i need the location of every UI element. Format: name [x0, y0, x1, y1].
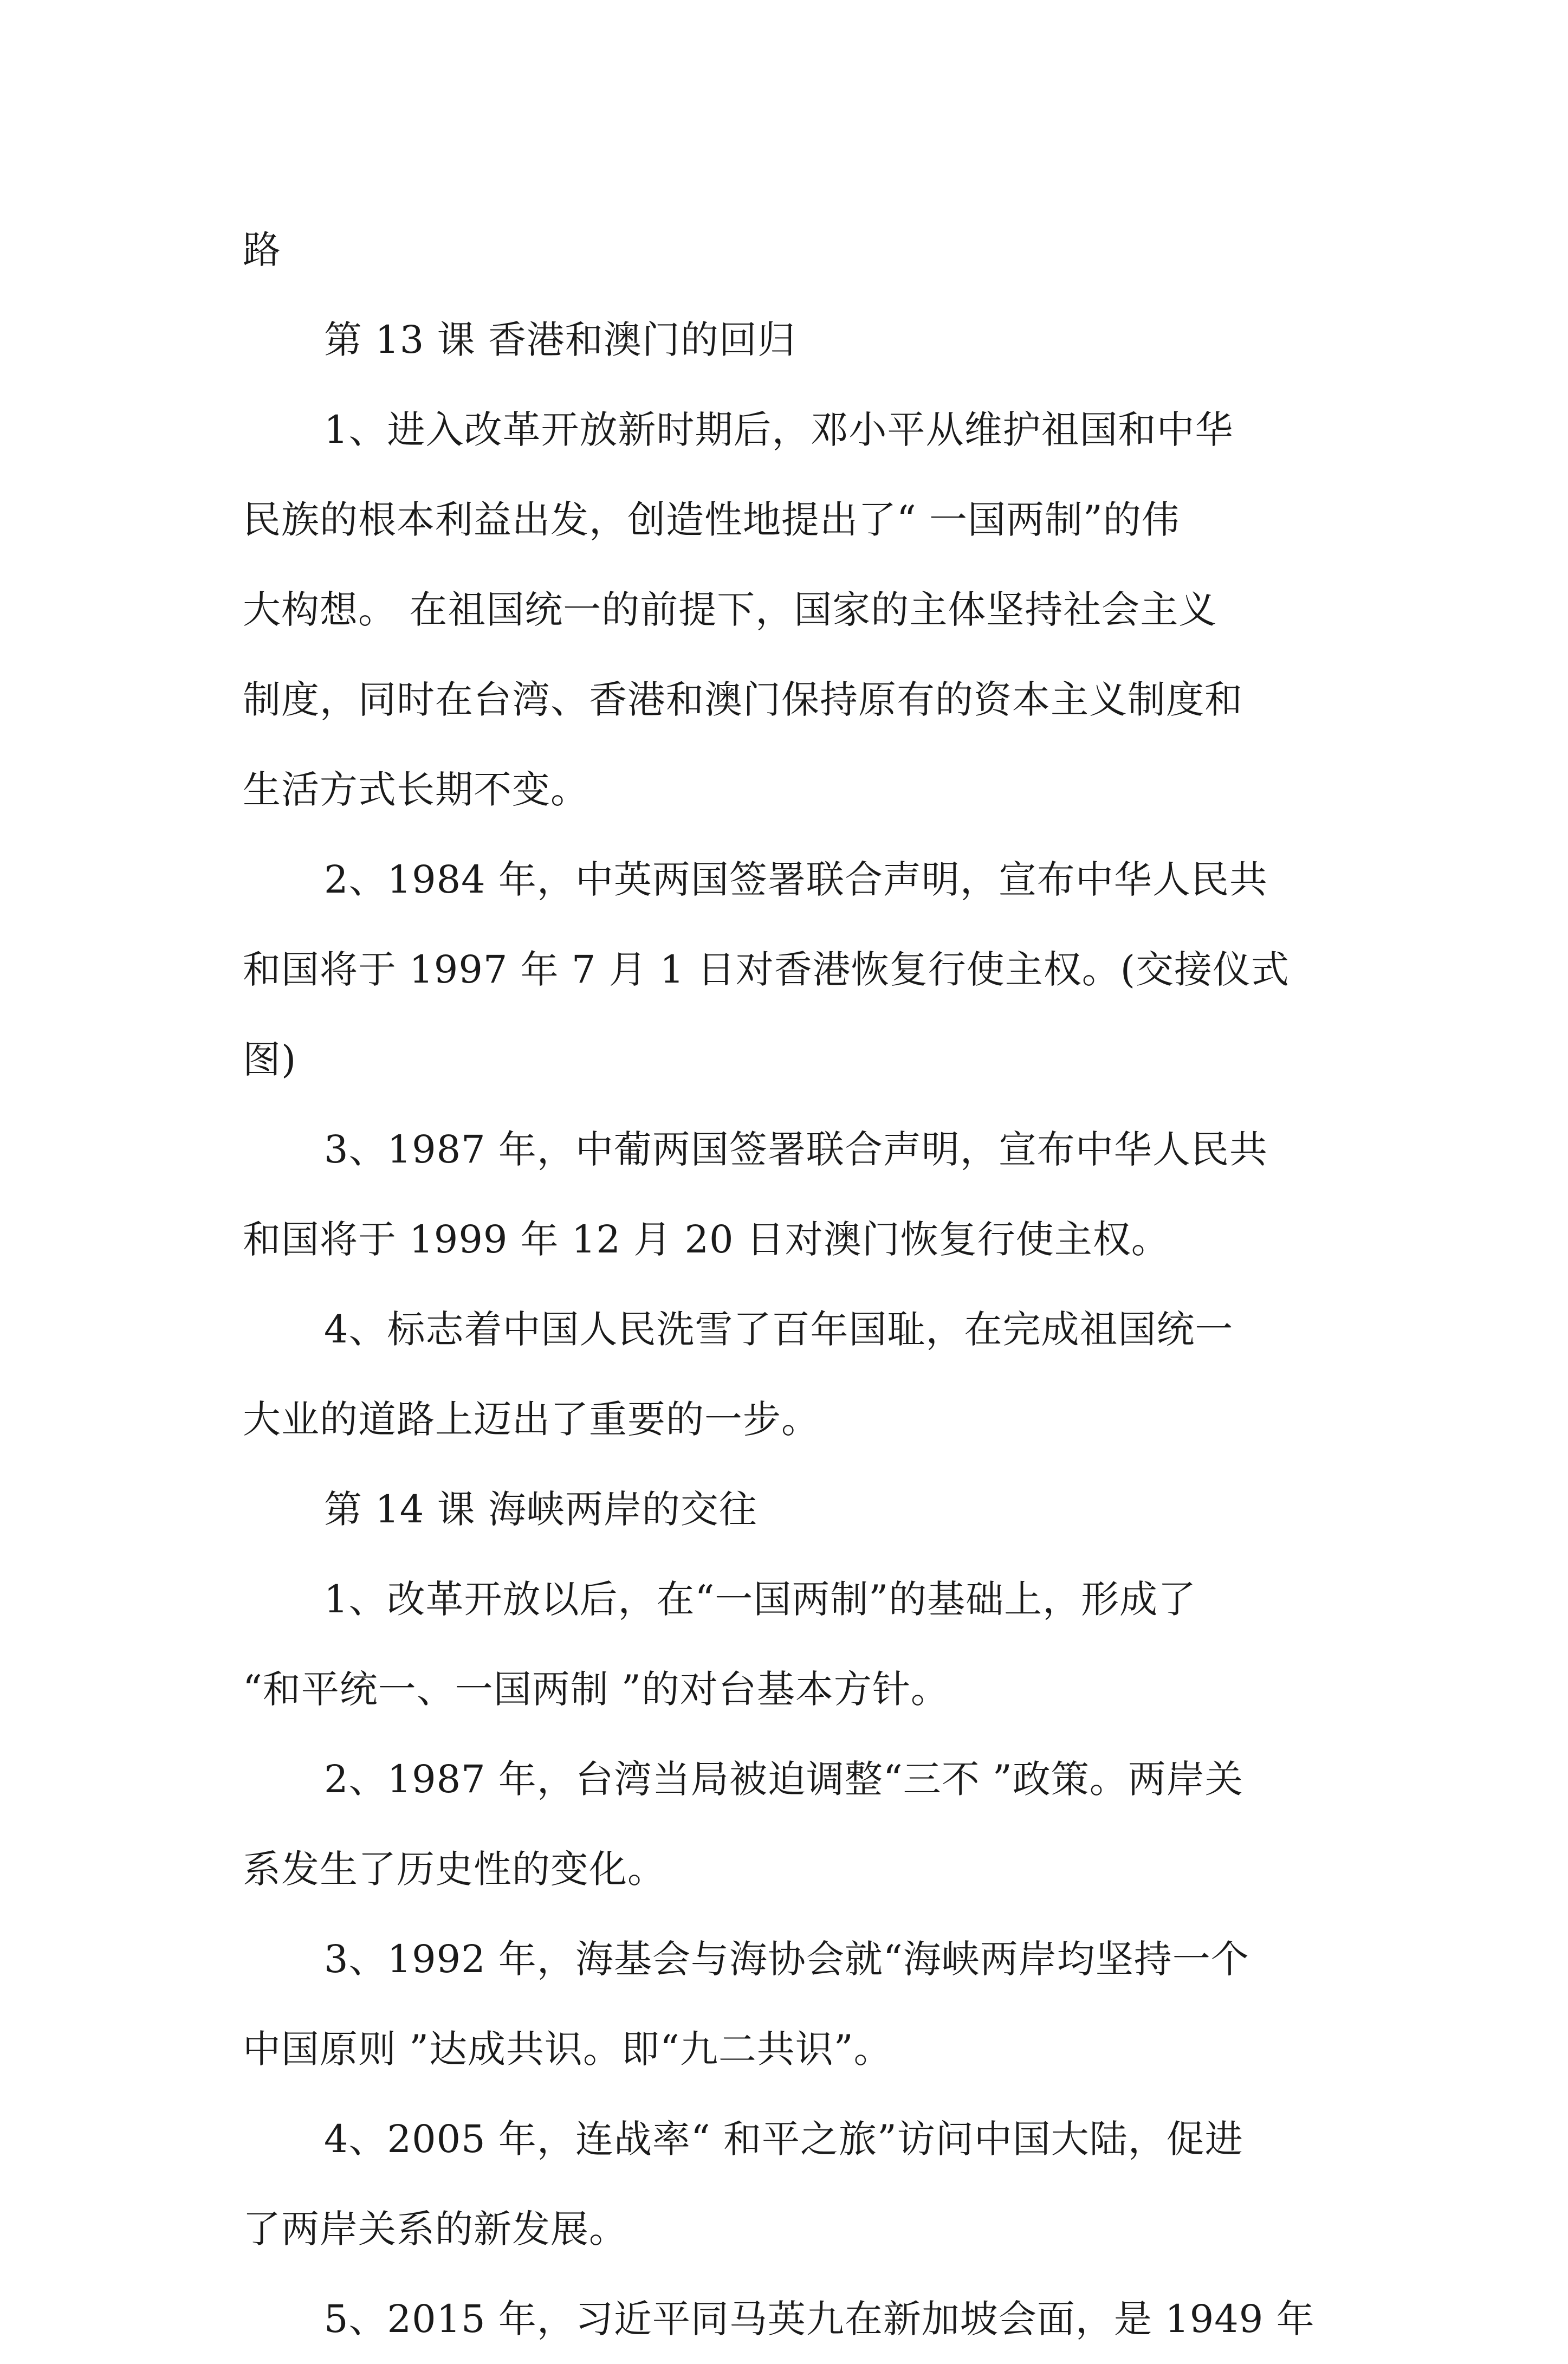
text-line: 系发生了历史性的变化。: [243, 1847, 666, 1891]
text-line: 大业的道路上迈出了重要的一步。: [243, 1397, 820, 1442]
text-line: 民族的根本利益出发，创造性地提出了“ 一国两制”的伟: [243, 498, 1180, 542]
document-body: [243, 205, 1343, 2364]
text-line: “和平统一、一国两制 ”的对台基本方针。: [243, 1667, 949, 1711]
text-line: 4、2005 年，连战率“ 和平之旅”访问中国大陆，促进: [324, 2117, 1243, 2161]
lesson-13-heading: 第 13 课 香港和澳门的回归: [324, 318, 796, 362]
text-line: 1、进入改革开放新时期后，邓小平从维护祖国和中华: [324, 408, 1234, 452]
text-line: 和国将于 1997 年 7 月 1 日对香港恢复行使主权。(交接仪式: [243, 947, 1290, 992]
text-line: 和国将于 1999 年 12 月 20 日对澳门恢复行使主权。: [243, 1217, 1170, 1262]
text-line: 大构想。 在祖国统一的前提下，国家的主体坚持社会主义: [243, 587, 1217, 632]
text-line: 中国原则 ”达成共识。即“九二共识”。: [243, 2027, 892, 2071]
text-line: 1、改革开放以后，在“一国两制”的基础上，形成了: [324, 1577, 1197, 1622]
text-line: 3、1992 年，海基会与海协会就“海峡两岸均坚持一个: [324, 1937, 1249, 1981]
text-line: 2、1984 年，中英两国签署联合声明，宣布中华人民共: [324, 857, 1268, 902]
text-line: 4、标志着中国人民洗雪了百年国耻，在完成祖国统一: [324, 1307, 1234, 1352]
text-line: 5、2015 年，习近平同马英九在新加坡会面，是 1949 年: [324, 2297, 1315, 2341]
text-line: 2、1987 年，台湾当局被迫调整“三不 ”政策。两岸关: [324, 1757, 1243, 1801]
lesson-14-heading: 第 14 课 海峡两岸的交往: [324, 1487, 757, 1532]
text-line: 路: [243, 228, 281, 272]
text-line: 了两岸关系的新发展。: [243, 2207, 627, 2251]
text-line: 生活方式长期不变。: [243, 767, 589, 812]
text-line: 3、1987 年，中葡两国签署联合声明，宣布中华人民共: [324, 1127, 1268, 1172]
text-line: 图): [243, 1037, 297, 1082]
text-line: 制度，同时在台湾、香港和澳门保持原有的资本主义制度和: [243, 677, 1243, 722]
